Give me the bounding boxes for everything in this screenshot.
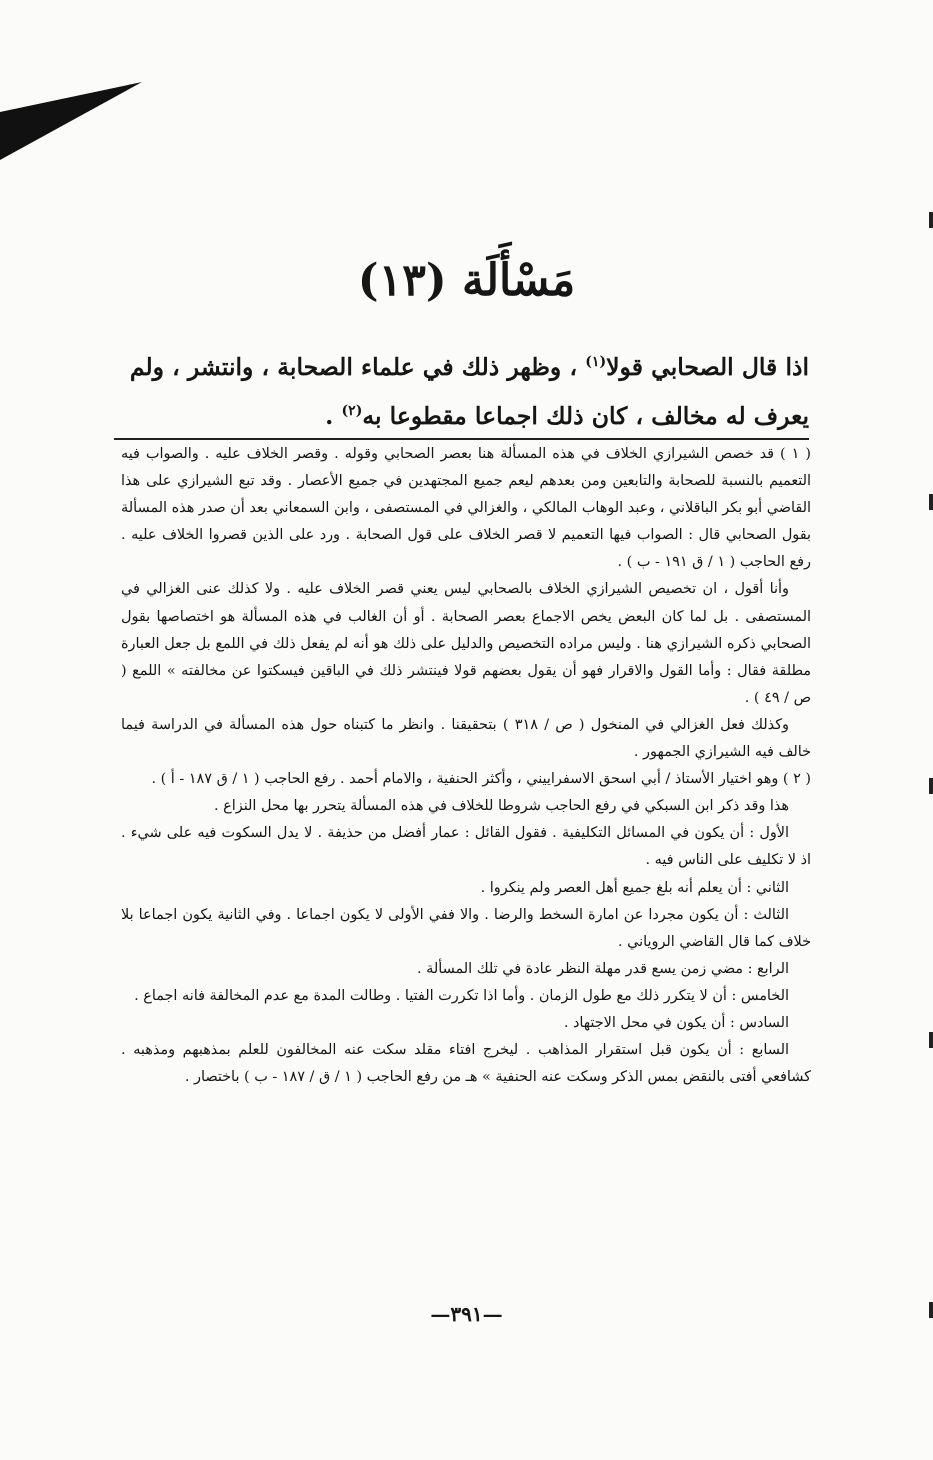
footnote-paragraph: وأنا أقول ، ان تخصيص الشيرازي الخلاف بالصحابي ليس يعني قصر الخلاف عليه . ولا كذلك عنى الغزالي في المستصفى . بل لما كان البعض يخص الاجماع بعصر الصحابة . أو أن الغالب في هذه المسألة هو اختصاصها بقول الصحابي ذكره الشيرازي هنا . وليس مراده التخصيص والدليل على ذلك هو أنه لم يفعل ذلك في اللمع بل جعل العبارة مطلقة فقال : وأما القول والاقرار فهو أن يقول بعضهم قولا فينتشر ذلك في الباقين فيسكتوا عن مخالفته » اللمع ( ص / ٤٩ ) . xyxy=(121,581,811,706)
scan-edge-mark xyxy=(929,778,933,794)
scan-edge-mark xyxy=(929,494,933,510)
issue-statement xyxy=(119,340,809,438)
statement-end: . xyxy=(325,401,342,430)
scan-corner-mark xyxy=(0,82,142,160)
footnote-paragraph: الثاني : أن يعلم أنه بلغ جميع أهل العصر ولم ينكروا . xyxy=(480,879,789,896)
footnotes-section xyxy=(121,441,811,1091)
footnote-paragraph: السابع : أن يكون قبل استقرار المذاهب . ليخرج افتاء مقلد سكت عنه المخالفون للعلم بمذهبهم ومذهبه . كشافعي أفتى بالنقض بمس الذكر وسكت عنه الحنفية » هـ من رفع الحاجب ( ١ / ق / ١٨٧ - ب ) باختصار . xyxy=(121,1042,811,1086)
footnote-paragraph: هذا وقد ذكر ابن السبكي في رفع الحاجب شروطا للخلاف في هذه المسألة يتحرر بها محل النزاع . xyxy=(214,798,789,815)
footnote-paragraph: الثالث : أن يكون مجردا عن امارة السخط والرضا . والا ففي الأولى لا يكون اجماعا . وفي الثانية يكون اجماعا بلا خلاف كما قال القاضي الروياني . xyxy=(121,906,811,950)
footnote-paragraph: الخامس : أن لا يتكرر ذلك مع طول الزمان . وأما اذا تكررت الفتيا . وطالت المدة مع عدم المخالفة فانه اجماع . xyxy=(134,987,789,1004)
footnote-ref: (٢) xyxy=(341,402,363,419)
statement-text: اذا قال الصحابي قولا xyxy=(606,352,809,381)
page-number: —٣٩١— xyxy=(430,1302,503,1326)
issue-heading: مَسْأَلَة (١٣) xyxy=(357,255,576,306)
footnote-divider xyxy=(114,438,809,440)
footnote-paragraph: وكذلك فعل الغزالي في المنخول ( ص / ٣١٨ ) بتحقيقنا . وانظر ما كتبناه حول هذه المسألة في الدراسة فيما خالف فيه الشيرازي الجمهور . xyxy=(121,716,811,761)
footnote-paragraph: السادس : أن يكون في محل الاجتهاد . xyxy=(563,1014,789,1031)
footnote-paragraph: ( ٢ ) وهو اختيار الأستاذ / أبي اسحق الاسفراييني ، وأكثر الحنفية ، والامام أحمد . رفع الحاجب ( ١ / ق ١٨٧ - أ ) . xyxy=(151,771,811,788)
footnote-paragraph: ( ١ ) قد خصص الشيرازي الخلاف في هذه المسألة هنا بعصر الصحابي وقوله . وقصر الخلاف عليه . والصواب فيه التعميم بالنسبة للصحابة والتابعين ومن بعدهم ليعم جميع المجتهدين في جميع الأعصار . وقد تبع الشيرازي على هذا القاضي أبو بكر الباقلاني ، وعبد الوهاب المالكي ، والغزالي في المستصفى ، وابن السمعاني بعد أن صدر هذه المسألة بقول الصحابي قال : الصواب فيها التعميم لا قصر الخلاف على قول الصحابة . ورد على الذين قصروا الخلاف عليه . رفع الحاجب ( ١ / ق ١٩١ - ب ) . xyxy=(121,446,811,571)
footnote-paragraph: الأول : أن يكون في المسائل التكليفية . فقول القائل : عمار أفضل من حذيفة . لا يدل السكوت فيه على شيء . اذ لا تكليف على الناس فيه . xyxy=(121,825,811,869)
scan-edge-mark xyxy=(929,1032,933,1048)
scan-edge-mark xyxy=(929,212,933,228)
footnote-paragraph: الرابع : مضي زمن يسع قدر مهلة النظر عادة في تلك المسألة . xyxy=(417,960,789,977)
statement-text: ، وظهر ذلك في علماء الصحابة ، وانتشر ، ولم يعرف له مخالف ، كان ذلك اجماعا مقطوعا به xyxy=(129,352,809,430)
footnote-ref: (١) xyxy=(585,354,607,370)
